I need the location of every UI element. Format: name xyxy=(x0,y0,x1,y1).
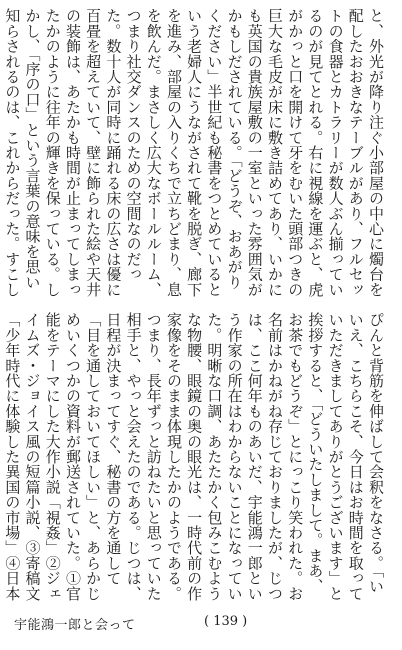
running-head: 宇能鴻一郎と会って xyxy=(14,618,136,633)
page-footer xyxy=(0,612,402,634)
page-number: ( 139 ) xyxy=(204,614,247,629)
body-text-upper-column: と、外光が降り注ぐ小部屋の中心に燭台を配したおおきなテーブルがあり、フルセットの食器とカトラリーが数人ぶん揃っているのが見てとれる。右に視線を運ぶと、虎がかっと口を開けて牙をむいた頭部つきの巨大な毛皮が床に敷き詰めてあり、いかにも英国の貴族屋敷の一室といった雰囲気がかもしだされている。「どうぞ、おあがりください」半世紀も秘書をつとめているという老婦人にうながされて靴を脱ぎ、廊下を進み、部屋の入りくちで立ちどまり、息を飲んだ。まさしく広大なボールルーム、つまり社交ダンスのための空間なのだった。数十人が同時に踊れる床の広さは優に百畳を超えていて、壁に飾られた絵や天井の装飾は、あたかも時間が止まってしまったかのように往年の輝きを保っている。しかし、「序の口」という言葉の意味を思い知らされるのは、これからだった。すこし xyxy=(3,8,385,297)
body-text-lower-column: ぴんと背筋を伸ばして会釈をなさる。「いいえ、こちらこそ、今日はお時間を取っていただきましてありがとうございます」と挨拶すると、「どういたしまして。まあ、お茶でもどうぞ」とにっこり笑われた。お名前はかねがね存じておりましたが、じつは、ここ何年ものあいだ、宇能鴻一郎という作家の所在はわからないことになっていた。明晰な口調、あたたかく包みこむような物腰、眼鏡の奥の眼光は、一時代前の作家像をそのまま体現したかのようである。つまり、長年ずっと訪ねたいと思っていた相手と、やっと会えたのである。じつは、日程が決まってすぐ、秘書の方を通して「目を通しておいてほしい」と、あらかじめいくつかの資料が郵送されていた。①官能をテーマにした大作小説「視姦」②ジェイムズ・ジョイス風の短篇小説、③寄稿文「少年時代に体験した異国の市場」④日本 xyxy=(3,312,385,601)
